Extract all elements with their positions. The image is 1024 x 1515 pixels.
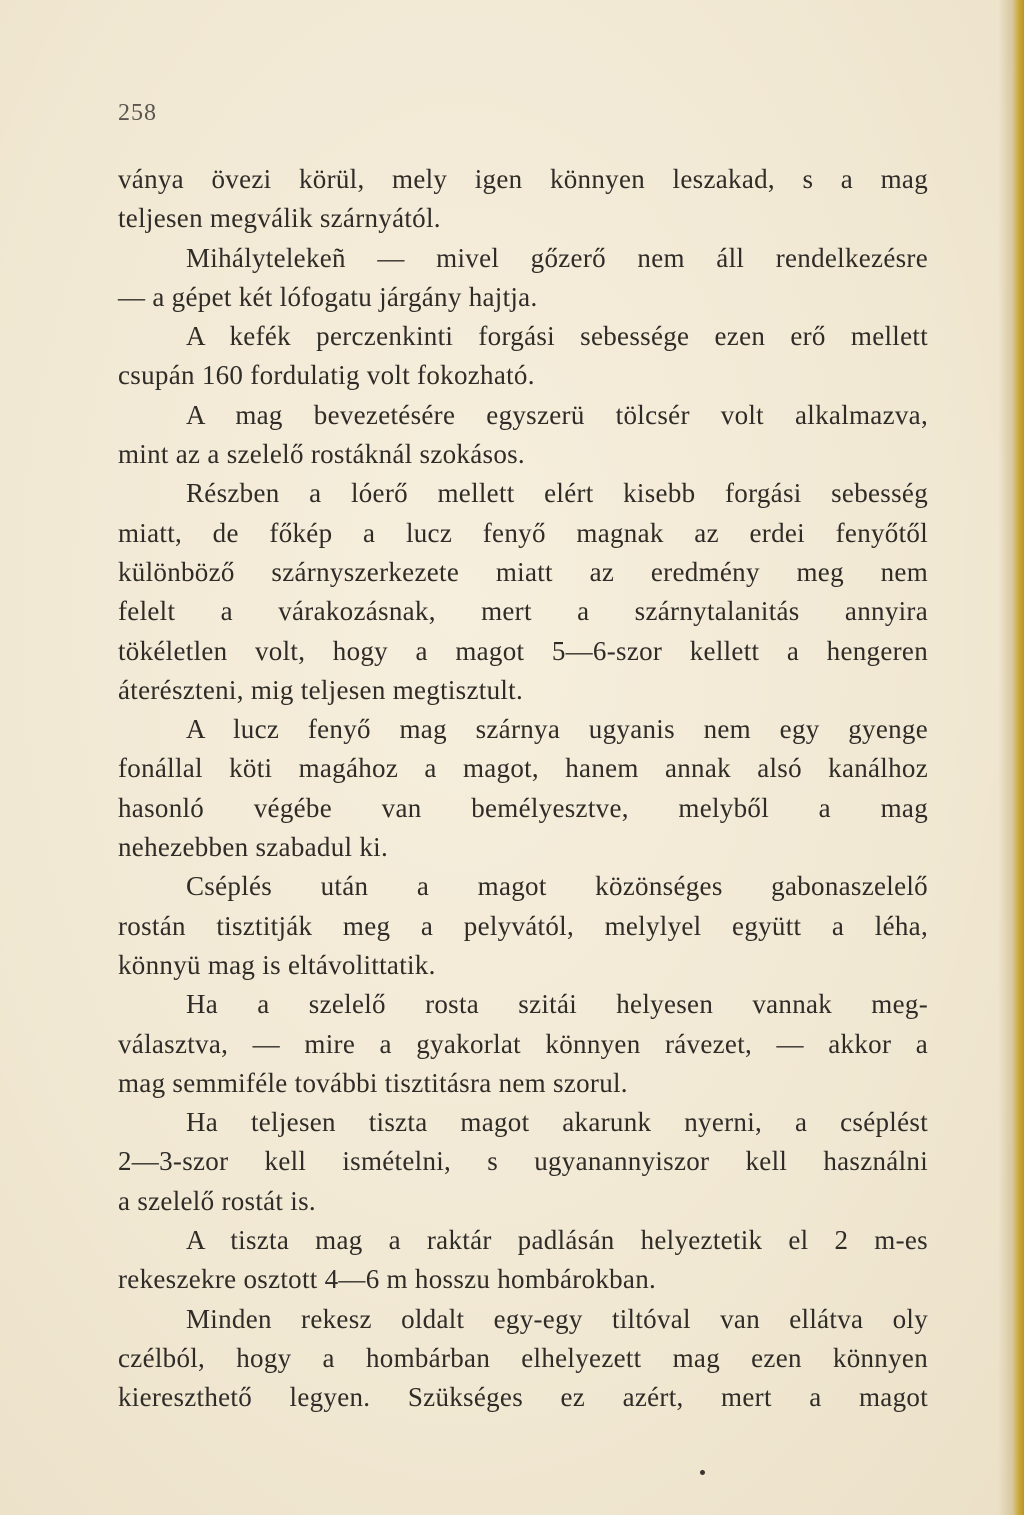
text-line: 2—3-szor kell ismételni, s ugyanannyiszor kell használni	[118, 1146, 928, 1177]
ink-speck	[700, 1470, 705, 1475]
text-line: ványa övezi körül, mely igen könnyen leszakad, s a mag	[118, 164, 928, 194]
text-line: tökéletlen volt, hogy a magot 5—6-szor kellett a hengeren	[118, 635, 928, 666]
text-line: csupán 160 fordulatig volt fokozható.	[118, 360, 535, 391]
text-line: Ha a szelelő rosta szitái helyesen vannak meg-	[186, 989, 928, 1020]
text-line: teljesen megválik szárnyától.	[118, 203, 441, 234]
text-line: mag semmiféle további tisztitásra nem szorul.	[118, 1067, 628, 1098]
text-line: rostán tisztitják meg a pelyvától, melylyel együtt a léha,	[118, 910, 928, 941]
text-line: — a gépet két lófogatu járgány hajtja.	[118, 281, 538, 312]
text-line: Mihálytelekeñ — mivel gőzerő nem áll rendelkezésre	[186, 242, 928, 273]
text-line: választva, — mire a gyakorlat könnyen rávezet, — akkor a	[118, 1028, 928, 1059]
page-edge	[998, 0, 1024, 1515]
text-line: Részben a lóerő mellett elért kisebb forgási sebesség	[186, 478, 928, 509]
text-line: áterészteni, mig teljesen megtisztult.	[118, 674, 524, 705]
body-text	[118, 160, 928, 1418]
text-line: könnyü mag is eltávolittatik.	[118, 949, 436, 980]
text-line: nehezebben szabadul ki.	[118, 832, 389, 863]
text-line: czélból, hogy a hombárban elhelyezett mag ezen könnyen	[118, 1342, 928, 1373]
text-line: rekeszekre osztott 4—6 m hosszu hombárokban.	[118, 1264, 657, 1295]
text-line: a szelelő rostát is.	[118, 1185, 316, 1216]
text-line: különböző szárnyszerkezete miatt az eredmény meg nem	[118, 556, 928, 587]
text-line: mint az a szelelő rostáknál szokásos.	[118, 439, 525, 470]
text-line: kiereszthető legyen. Szükséges ez azért, mert a magot	[118, 1382, 928, 1413]
page-number: 258	[118, 100, 157, 126]
text-line: A tiszta mag a raktár padlásán helyeztetik el 2 m-es	[186, 1225, 928, 1256]
text-line: Ha teljesen tiszta magot akarunk nyerni, a cséplést	[186, 1107, 928, 1138]
text-line: Minden rekesz oldalt egy-egy tiltóval van ellátva oly	[186, 1303, 928, 1334]
text-line: A lucz fenyő mag szárnya ugyanis nem egy gyenge	[186, 714, 928, 745]
text-line: fonállal köti magához a magot, hanem annak alsó kanálhoz	[118, 753, 928, 784]
text-line: A kefék perczenkinti forgási sebessége ezen erő mellett	[186, 321, 928, 352]
text-line: miatt, de főkép a lucz fenyő magnak az erdei fenyőtől	[118, 517, 928, 548]
text-line: hasonló végébe van bemélyesztve, melyből a mag	[118, 792, 928, 823]
text-line: A mag bevezetésére egyszerü tölcsér volt alkalmazva,	[186, 399, 928, 430]
text-line: Cséplés után a magot közönséges gabonaszelelő	[186, 871, 928, 902]
text-line: felelt a várakozásnak, mert a szárnytalanitás annyira	[118, 596, 928, 627]
